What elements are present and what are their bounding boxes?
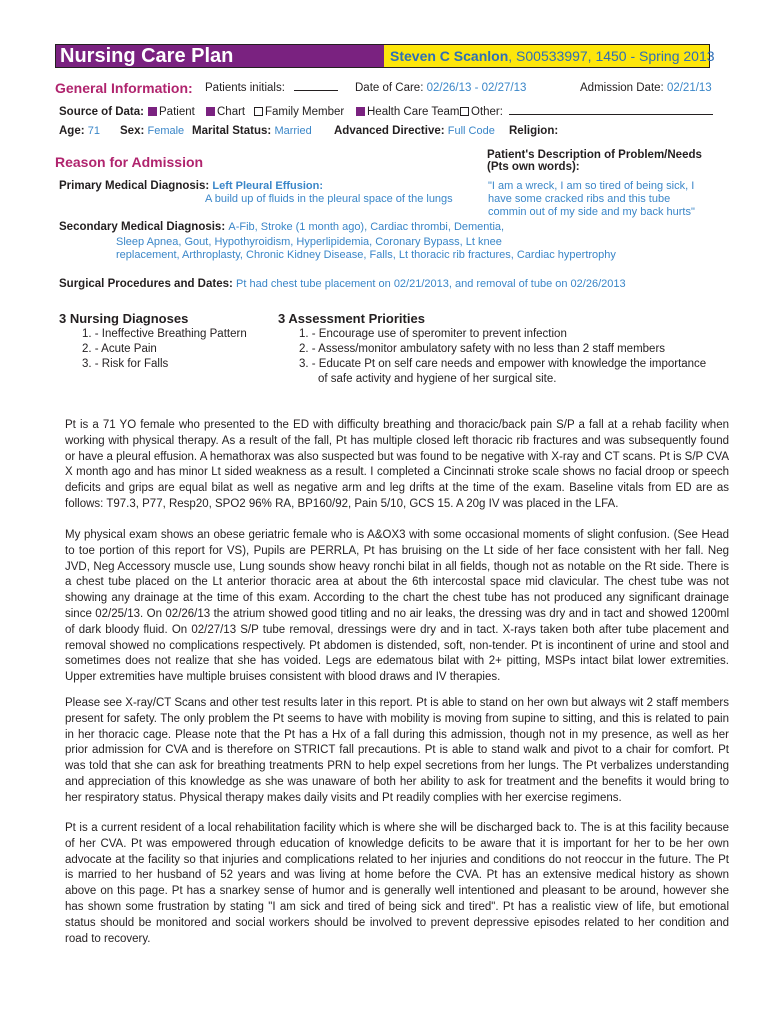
student-name: Steven C Scanlon	[390, 48, 509, 64]
checkbox-other[interactable]	[460, 107, 469, 116]
primary-diagnosis-description: A build up of fluids in the pleural space of the lungs	[205, 193, 453, 205]
nursing-diagnoses-list	[82, 327, 247, 372]
checkbox-chart[interactable]	[206, 107, 215, 116]
assessment-priorities-list	[299, 327, 706, 387]
marital-status: Marital Status: Married	[192, 125, 312, 137]
narrative-paragraph-4: Pt is a current resident of a local rehabilitation facility which is where she will be discharged back to. The is at this facility because of her CVA. Pt was empowered through education of knowledge deficits to be aware that it is important for her to be her own advocate at the facility so that injuries and complications related to her injuries and conditions do not reoccur in the future. The Pt is married to her husband of 52 years and was living at home before the CVA. Pt has an extensive medical history as shown above on this page. Pt has a snarkey sense of humor and is generally well intentioned and pleasant to be around, however she has shown some frustration by stating "I am sick and tired of being sick and tired". Pt has a realistic view of life, but emotional status should be monitored and social workers should be involved to prevent depressive episodes related to her condition and road to recovery.	[65, 822, 729, 945]
directive-value: Full Code	[447, 125, 495, 137]
narrative-paragraph-2: My physical exam shows an obese geriatric female who is A&OX3 with some occasional moments of slight confusion. (See Head to toe portion of this report for VS), Pupils are PERRLA, Pt has bruising on the Lt side of her face consistent with her fall. Neg JVD, Neg Accessory muscle use, Lung sounds show heavy ronchi bilat in all fields, though not as notable on the Rt side. There is a chest tube placed on the Lt anterior thoracic area at about the 6th intercostal space mid clavicular. The chest tube was not showing any drainage at the time of this exam. According to the chart the chest tube has not produced any significant drainage since 02/25/13. On 02/26/13 the atrium showed good titling and no air leaks, the dressing was dry and in tact and showed 1200ml of dark bloody fluid. On 02/27/13 S/P tube removal, dressings were dry and in tact. X-rays taken both after tube placement and removal showed no complications respectively. Pt abdomen is distended, soft, non-tender. Pt is incontinent of urine and stool and sometimes does not realize that she has voided. Legs are edematous bilat with 2+ pitting, MSPs intact bilat lower extremities. Upper extremities have multiple bruises consistent with blood draws and IV therapies.	[65, 529, 729, 684]
admission-date-label: Admission Date:	[580, 82, 664, 94]
reason-for-admission-heading: Reason for Admission	[55, 154, 204, 170]
other-field	[509, 114, 713, 115]
narrative-paragraph-1: Pt is a 71 YO female who presented to the ED with difficulty breathing and thoracic/back pain S/P a fall at a rehab facility when working with physical therapy. As a result of the fall, Pt has multiple closed left thoracic rib fractures and was subsequently found or have a pleural effusion. A hemathorax was also suspected but was found to be negative with X-ray and CT scans. Pt is S/P CVA X month ago and has minor Lt sided weakness as a result. I completed a Cincinnati stroke scale shows no facial droop or speech deficits and grips are equal bilat as well as negative arm and leg drifts at the time of the exam. Baseline vitals from ED are as follows: T97.3, P77, Resp20, SPO2 96% RA, BP160/92, Pain 5/10, GCS 15. A 20g IV was placed in the LFA.	[65, 419, 729, 510]
sex: Sex: Female	[120, 125, 185, 137]
source-option-other[interactable]: Other:	[460, 106, 713, 118]
admission-date-value: 02/21/13	[666, 82, 712, 94]
primary-diagnosis-value: Left Pleural Effusion	[212, 180, 320, 192]
secondary-diagnosis-line3: replacement, Arthroplasty, Chronic Kidney Disease, Falls, Lt thoracic rib fractures, Cardiac hypertrophy	[116, 249, 616, 261]
age-value: 71	[87, 125, 101, 137]
student-id-term: , S00533997, 1450 - Spring 2013	[508, 48, 715, 64]
source-option-healthcare-team[interactable]: Health Care Team	[356, 106, 459, 118]
sex-value: Female	[147, 125, 185, 137]
religion-label: Religion:	[509, 125, 559, 137]
checkbox-patient[interactable]	[148, 107, 157, 116]
surgical-procedures-value: Pt had chest tube placement on 02/21/2013, and removal of tube on 02/26/2013	[236, 278, 626, 290]
list-item: of safe activity and hygiene of her surgical site.	[318, 373, 557, 385]
title-banner	[55, 44, 715, 68]
date-of-care	[355, 82, 526, 94]
narrative-paragraph-3: Please see X-ray/CT Scans and other test results later in this report. Pt is able to stand on her own but always wit 2 staff members present for safety. The only problem the Pt seems to have with mobility is moving from supine to sitting, and this is related to pain in her thoracic cage. Please note that the Pt has a Hx of a fall during this admission, though not in my presence, as well as her prior admission for CVA and is therefore on STRICT fall precautions. Pt is able to stand walk and pivot to a chair for comfort. Pt was told that she can ask for breathing treatments PRN to help expel secretions from her lungs. The Pt verbalizes understanding and appreciation of this knowledge as she was unaware of both her ability to ask for treatment and the benefits it would bring to her respiratory status. Physical therapy makes daily visits and Pt readily complies with her exercise regimens.	[65, 697, 729, 804]
surgical-procedures: Surgical Procedures and Dates: Pt had chest tube placement on 02/21/2013, and removal of tube on 02/26/2013	[59, 278, 626, 290]
checkbox-family-member[interactable]	[254, 107, 263, 116]
date-of-care-value: 02/26/13 - 02/27/13	[426, 82, 527, 94]
secondary-diagnosis-line1: A-Fib, Stroke (1 month ago), Cardiac thrombi, Dementia,	[228, 221, 505, 233]
source-option-chart[interactable]: Chart	[206, 106, 245, 118]
date-of-care-label: Date of Care:	[355, 82, 424, 94]
primary-diagnosis: Primary Medical Diagnosis: Left Pleural Effusion:	[59, 180, 324, 192]
secondary-diagnosis-line2: Sleep Apnea, Gout, Hypothyroidism, Hyperlipidemia, Coronary Bypass, Lt knee	[116, 236, 502, 248]
patients-initials-label: Patients initials:	[205, 82, 338, 94]
marital-value: Married	[274, 125, 312, 137]
list-item: 2. - Acute Pain	[82, 343, 157, 355]
admission-date	[580, 82, 712, 94]
secondary-diagnosis: Secondary Medical Diagnosis: A-Fib, Stroke (1 month ago), Cardiac thrombi, Dementia,	[59, 221, 505, 233]
source-of-data-label: Source of Data:	[59, 106, 144, 118]
list-item: 3. - Educate Pt on self care needs and empower with knowledge the importance	[299, 358, 707, 370]
list-item: 1. - Ineffective Breathing Pattern	[82, 328, 247, 340]
advanced-directive: Advanced Directive: Full Code	[334, 125, 495, 137]
checkbox-health-care-team[interactable]	[356, 107, 365, 116]
student-info	[384, 45, 715, 67]
age: Age: 71	[59, 125, 101, 137]
assessment-priorities-heading: 3 Assessment Priorities	[278, 311, 425, 326]
list-item: 2. - Assess/monitor ambulatory safety with no less than 2 staff members	[299, 343, 666, 355]
page-title: Nursing Care Plan	[56, 45, 384, 67]
list-item: 1. - Encourage use of speromiter to prevent infection	[299, 328, 567, 340]
nursing-diagnoses-heading: 3 Nursing Diagnoses	[59, 311, 189, 326]
list-item: 3. - Risk for Falls	[82, 358, 169, 370]
patients-initials-field	[294, 90, 338, 91]
pt-description-heading: Patient's Description of Problem/Needs (Pts own words):	[487, 149, 702, 173]
pt-quote: "I am a wreck, I am so tired of being sick, I have some cracked ribs and this tube commin out of my side and my back hurts"	[488, 180, 695, 218]
source-option-patient[interactable]: Patient	[148, 106, 195, 118]
general-info-heading: General Information:	[55, 80, 193, 96]
source-option-family[interactable]: Family Member	[254, 106, 344, 118]
